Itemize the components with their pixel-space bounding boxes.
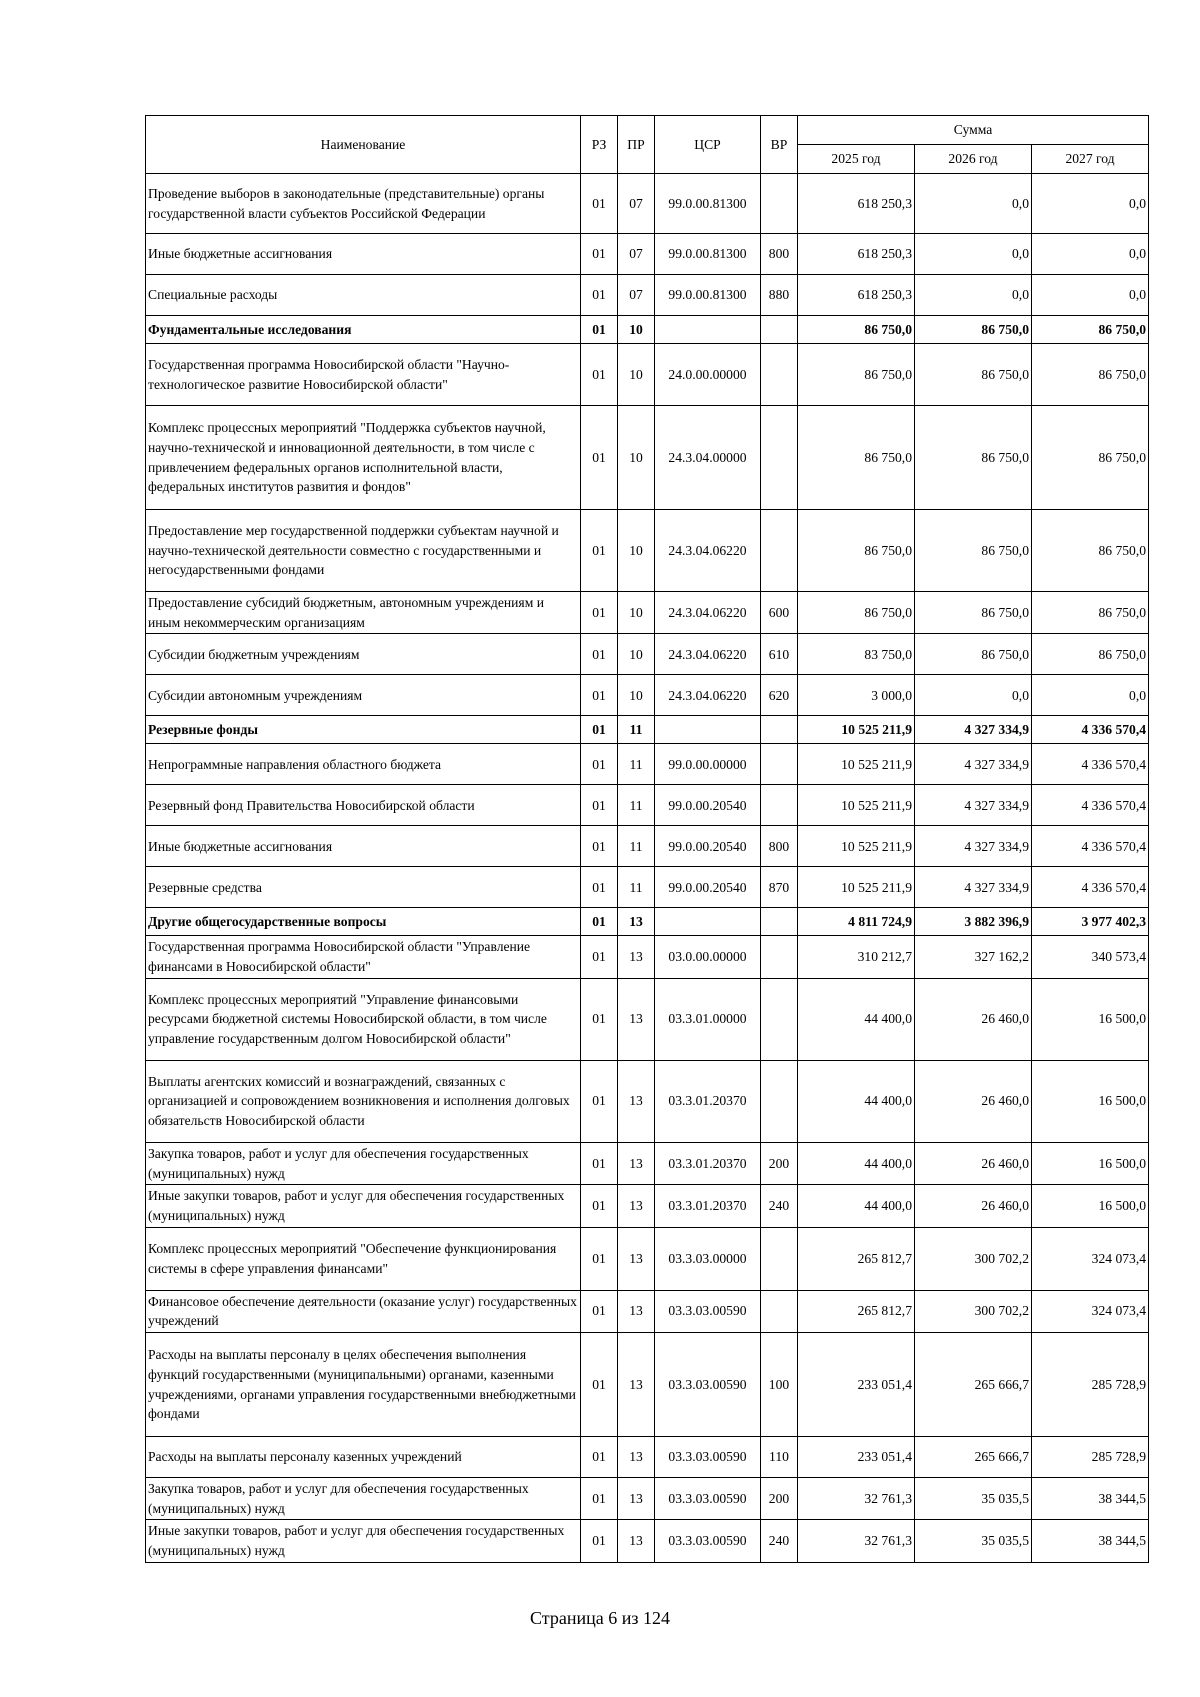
cell-sum-2025: 44 400,0 [798,1060,915,1142]
cell-sum-2026: 86 750,0 [915,592,1032,634]
cell-sum-2027: 324 073,4 [1032,1227,1149,1290]
cell-sum-2025: 44 400,0 [798,1142,915,1184]
cell-sum-2027: 86 750,0 [1032,406,1149,510]
table-row [146,675,1149,716]
cell-name: Иные закупки товаров, работ и услуг для обеспечения государственных (муниципальных) нужд [146,1185,581,1227]
cell-sum-2026: 0,0 [915,174,1032,234]
cell-vr [761,510,798,592]
cell-pr: 13 [618,1142,655,1184]
cell-name: Расходы на выплаты персоналу казенных учреждений [146,1437,581,1478]
cell-sum-2026: 86 750,0 [915,316,1032,344]
cell-vr [761,316,798,344]
cell-sum-2027: 86 750,0 [1032,316,1149,344]
cell-sum-2027: 0,0 [1032,174,1149,234]
cell-sum-2027: 285 728,9 [1032,1437,1149,1478]
cell-name: Иные бюджетные ассигнования [146,234,581,275]
cell-sum-2025: 618 250,3 [798,174,915,234]
cell-csr: 99.0.00.20540 [655,826,761,867]
cell-rz: 01 [581,344,618,406]
cell-vr: 800 [761,826,798,867]
cell-csr: 03.3.03.00590 [655,1520,761,1562]
table-row [146,908,1149,936]
cell-name: Специальные расходы [146,275,581,316]
cell-vr: 610 [761,634,798,675]
table-row [146,744,1149,785]
table-row [146,1227,1149,1290]
cell-sum-2026: 26 460,0 [915,1185,1032,1227]
cell-pr: 13 [618,1437,655,1478]
cell-sum-2027: 0,0 [1032,675,1149,716]
cell-sum-2026: 4 327 334,9 [915,744,1032,785]
cell-rz: 01 [581,867,618,908]
cell-pr: 10 [618,634,655,675]
cell-rz: 01 [581,1478,618,1520]
cell-rz: 01 [581,1227,618,1290]
cell-sum-2025: 310 212,7 [798,936,915,978]
cell-csr: 24.3.04.06220 [655,510,761,592]
cell-pr: 07 [618,234,655,275]
cell-csr [655,316,761,344]
cell-pr: 11 [618,826,655,867]
cell-name: Другие общегосударственные вопросы [146,908,581,936]
cell-sum-2025: 44 400,0 [798,1185,915,1227]
cell-rz: 01 [581,744,618,785]
cell-sum-2025: 233 051,4 [798,1333,915,1437]
table-row [146,1437,1149,1478]
cell-csr [655,908,761,936]
cell-csr: 03.3.03.00590 [655,1478,761,1520]
cell-vr [761,406,798,510]
cell-pr: 13 [618,1185,655,1227]
cell-sum-2027: 16 500,0 [1032,978,1149,1060]
cell-sum-2027: 324 073,4 [1032,1290,1149,1332]
table-row [146,344,1149,406]
cell-pr: 13 [618,1290,655,1332]
cell-sum-2026: 4 327 334,9 [915,826,1032,867]
cell-rz: 01 [581,1520,618,1562]
cell-vr [761,744,798,785]
budget-table [145,115,1149,1563]
cell-name: Субсидии бюджетным учреждениям [146,634,581,675]
cell-pr: 11 [618,716,655,744]
table-row [146,1060,1149,1142]
cell-sum-2025: 10 525 211,9 [798,867,915,908]
table-row [146,1185,1149,1227]
cell-csr: 24.3.04.06220 [655,675,761,716]
cell-csr: 99.0.00.81300 [655,174,761,234]
cell-sum-2027: 16 500,0 [1032,1060,1149,1142]
cell-sum-2026: 3 882 396,9 [915,908,1032,936]
cell-name: Комплекс процессных мероприятий "Управление финансовыми ресурсами бюджетной системы Новосибирской области, в том числе управление государственным долгом Новосибирской области" [146,978,581,1060]
table-row [146,785,1149,826]
cell-sum-2025: 10 525 211,9 [798,785,915,826]
cell-name: Непрограммные направления областного бюджета [146,744,581,785]
cell-csr: 03.3.01.20370 [655,1060,761,1142]
cell-pr: 13 [618,978,655,1060]
cell-sum-2027: 86 750,0 [1032,634,1149,675]
cell-name: Иные закупки товаров, работ и услуг для обеспечения государственных (муниципальных) нужд [146,1520,581,1562]
cell-rz: 01 [581,675,618,716]
cell-sum-2027: 4 336 570,4 [1032,716,1149,744]
cell-vr [761,1290,798,1332]
cell-sum-2026: 4 327 334,9 [915,867,1032,908]
cell-csr: 99.0.00.81300 [655,275,761,316]
cell-vr [761,1227,798,1290]
cell-sum-2027: 0,0 [1032,234,1149,275]
table-row [146,174,1149,234]
cell-rz: 01 [581,316,618,344]
cell-vr [761,344,798,406]
cell-pr: 10 [618,592,655,634]
cell-csr: 99.0.00.00000 [655,744,761,785]
cell-sum-2025: 86 750,0 [798,406,915,510]
cell-sum-2026: 86 750,0 [915,406,1032,510]
cell-sum-2025: 86 750,0 [798,316,915,344]
cell-sum-2026: 26 460,0 [915,1060,1032,1142]
cell-csr: 03.3.03.00000 [655,1227,761,1290]
cell-sum-2027: 340 573,4 [1032,936,1149,978]
cell-name: Расходы на выплаты персоналу в целях обеспечения выполнения функций государственными (муниципальными) органами, казенными учреждениями, органами управления государственными внебюджетными фондами [146,1333,581,1437]
cell-pr: 13 [618,908,655,936]
cell-csr: 03.3.01.00000 [655,978,761,1060]
cell-sum-2025: 618 250,3 [798,234,915,275]
table-row [146,406,1149,510]
cell-vr [761,785,798,826]
cell-sum-2025: 32 761,3 [798,1478,915,1520]
cell-name: Комплекс процессных мероприятий "Обеспечение функционирования системы в сфере управления финансами" [146,1227,581,1290]
cell-vr: 240 [761,1520,798,1562]
cell-name: Закупка товаров, работ и услуг для обеспечения государственных (муниципальных) нужд [146,1478,581,1520]
cell-rz: 01 [581,406,618,510]
cell-rz: 01 [581,275,618,316]
cell-sum-2027: 16 500,0 [1032,1185,1149,1227]
cell-name: Резервный фонд Правительства Новосибирской области [146,785,581,826]
cell-rz: 01 [581,1333,618,1437]
cell-rz: 01 [581,716,618,744]
cell-rz: 01 [581,510,618,592]
cell-sum-2027: 86 750,0 [1032,592,1149,634]
cell-sum-2027: 4 336 570,4 [1032,826,1149,867]
cell-csr [655,716,761,744]
cell-sum-2027: 86 750,0 [1032,344,1149,406]
cell-csr: 03.3.03.00590 [655,1437,761,1478]
cell-sum-2025: 233 051,4 [798,1437,915,1478]
cell-vr: 240 [761,1185,798,1227]
page-number: Страница 6 из 124 [530,1608,670,1628]
cell-sum-2026: 0,0 [915,234,1032,275]
cell-rz: 01 [581,174,618,234]
cell-sum-2025: 86 750,0 [798,510,915,592]
cell-name: Выплаты агентских комиссий и вознаграждений, связанных с организацией и сопровождением возникновения и исполнения долговых обязательств Новосибирской области [146,1060,581,1142]
cell-sum-2026: 4 327 334,9 [915,716,1032,744]
table-row [146,826,1149,867]
table-header [146,116,1149,174]
cell-csr: 03.3.01.20370 [655,1185,761,1227]
cell-name: Резервные средства [146,867,581,908]
cell-pr: 10 [618,406,655,510]
cell-sum-2026: 26 460,0 [915,1142,1032,1184]
cell-vr: 600 [761,592,798,634]
table-row [146,867,1149,908]
cell-csr: 24.3.04.06220 [655,592,761,634]
cell-sum-2026: 26 460,0 [915,978,1032,1060]
cell-sum-2025: 10 525 211,9 [798,826,915,867]
cell-csr: 24.0.00.00000 [655,344,761,406]
cell-rz: 01 [581,936,618,978]
cell-sum-2027: 16 500,0 [1032,1142,1149,1184]
table-row [146,936,1149,978]
cell-sum-2027: 4 336 570,4 [1032,744,1149,785]
cell-vr: 620 [761,675,798,716]
cell-sum-2026: 300 702,2 [915,1227,1032,1290]
cell-sum-2025: 265 812,7 [798,1227,915,1290]
cell-name: Субсидии автономным учреждениям [146,675,581,716]
cell-sum-2027: 4 336 570,4 [1032,785,1149,826]
header-year-2026: 2026 год [915,145,1032,174]
cell-vr: 870 [761,867,798,908]
cell-name: Государственная программа Новосибирской области "Управление финансами в Новосибирской области" [146,936,581,978]
cell-pr: 07 [618,174,655,234]
cell-pr: 10 [618,510,655,592]
cell-sum-2025: 32 761,3 [798,1520,915,1562]
cell-sum-2026: 86 750,0 [915,634,1032,675]
table-row [146,978,1149,1060]
table-row [146,1333,1149,1437]
cell-vr: 200 [761,1142,798,1184]
cell-vr: 110 [761,1437,798,1478]
table-row [146,316,1149,344]
cell-rz: 01 [581,1185,618,1227]
cell-sum-2025: 86 750,0 [798,592,915,634]
cell-rz: 01 [581,1290,618,1332]
table-body [146,174,1149,1563]
cell-csr: 24.3.04.00000 [655,406,761,510]
cell-name: Предоставление субсидий бюджетным, автономным учреждениям и иным некоммерческим организациям [146,592,581,634]
cell-vr: 100 [761,1333,798,1437]
table-row [146,1142,1149,1184]
cell-sum-2026: 86 750,0 [915,510,1032,592]
table-row [146,510,1149,592]
cell-sum-2025: 83 750,0 [798,634,915,675]
cell-pr: 10 [618,316,655,344]
cell-name: Проведение выборов в законодательные (представительные) органы государственной власти субъектов Российской Федерации [146,174,581,234]
cell-sum-2027: 38 344,5 [1032,1478,1149,1520]
cell-pr: 10 [618,344,655,406]
cell-csr: 03.3.01.20370 [655,1142,761,1184]
header-year-2027: 2027 год [1032,145,1149,174]
header-rz: РЗ [581,116,618,174]
cell-rz: 01 [581,1437,618,1478]
cell-vr [761,716,798,744]
cell-name: Фундаментальные исследования [146,316,581,344]
cell-csr: 24.3.04.06220 [655,634,761,675]
cell-sum-2026: 0,0 [915,675,1032,716]
cell-name: Предоставление мер государственной поддержки субъектам научной и научно-технической деятельности совместно с государственными и негосударственными фондами [146,510,581,592]
header-year-2025: 2025 год [798,145,915,174]
cell-rz: 01 [581,908,618,936]
cell-sum-2027: 86 750,0 [1032,510,1149,592]
cell-csr: 99.0.00.20540 [655,785,761,826]
cell-sum-2026: 35 035,5 [915,1520,1032,1562]
cell-rz: 01 [581,234,618,275]
table-row [146,1290,1149,1332]
cell-sum-2027: 0,0 [1032,275,1149,316]
table-row [146,1478,1149,1520]
table-row [146,234,1149,275]
header-sum: Сумма [798,116,1149,145]
header-vr: ВР [761,116,798,174]
cell-rz: 01 [581,592,618,634]
cell-sum-2027: 285 728,9 [1032,1333,1149,1437]
cell-rz: 01 [581,1142,618,1184]
cell-sum-2027: 3 977 402,3 [1032,908,1149,936]
cell-vr [761,174,798,234]
cell-sum-2026: 0,0 [915,275,1032,316]
cell-name: Финансовое обеспечение деятельности (оказание услуг) государственных учреждений [146,1290,581,1332]
table-row [146,1520,1149,1562]
cell-sum-2025: 10 525 211,9 [798,716,915,744]
table-row [146,716,1149,744]
cell-rz: 01 [581,1060,618,1142]
cell-vr: 800 [761,234,798,275]
cell-sum-2026: 4 327 334,9 [915,785,1032,826]
cell-name: Государственная программа Новосибирской области "Научно-технологическое развитие Новосибирской области" [146,344,581,406]
cell-pr: 13 [618,1478,655,1520]
table-row [146,275,1149,316]
cell-sum-2026: 327 162,2 [915,936,1032,978]
cell-csr: 03.0.00.00000 [655,936,761,978]
cell-sum-2025: 10 525 211,9 [798,744,915,785]
cell-sum-2025: 86 750,0 [798,344,915,406]
cell-sum-2027: 4 336 570,4 [1032,867,1149,908]
cell-csr: 03.3.03.00590 [655,1290,761,1332]
cell-sum-2025: 265 812,7 [798,1290,915,1332]
cell-name: Резервные фонды [146,716,581,744]
cell-name: Иные бюджетные ассигнования [146,826,581,867]
cell-rz: 01 [581,978,618,1060]
cell-pr: 13 [618,936,655,978]
cell-pr: 13 [618,1227,655,1290]
cell-sum-2025: 4 811 724,9 [798,908,915,936]
cell-csr: 99.0.00.81300 [655,234,761,275]
cell-sum-2027: 38 344,5 [1032,1520,1149,1562]
cell-sum-2026: 265 666,7 [915,1333,1032,1437]
cell-sum-2026: 300 702,2 [915,1290,1032,1332]
cell-name: Закупка товаров, работ и услуг для обеспечения государственных (муниципальных) нужд [146,1142,581,1184]
cell-vr [761,978,798,1060]
cell-name: Комплекс процессных мероприятий "Поддержка субъектов научной, научно-технической и инновационной деятельности, в том числе с привлечением федеральных органов исполнительной власти, федеральных институтов развития и фондов" [146,406,581,510]
header-name: Наименование [146,116,581,174]
cell-vr [761,936,798,978]
cell-sum-2026: 35 035,5 [915,1478,1032,1520]
cell-vr: 880 [761,275,798,316]
cell-pr: 11 [618,744,655,785]
table-row [146,634,1149,675]
cell-pr: 11 [618,867,655,908]
cell-rz: 01 [581,634,618,675]
cell-pr: 11 [618,785,655,826]
cell-sum-2025: 44 400,0 [798,978,915,1060]
cell-pr: 10 [618,675,655,716]
cell-sum-2026: 265 666,7 [915,1437,1032,1478]
cell-pr: 13 [618,1333,655,1437]
cell-sum-2026: 86 750,0 [915,344,1032,406]
table-row [146,592,1149,634]
header-pr: ПР [618,116,655,174]
cell-vr [761,1060,798,1142]
header-csr: ЦСР [655,116,761,174]
cell-csr: 03.3.03.00590 [655,1333,761,1437]
cell-rz: 01 [581,785,618,826]
cell-vr: 200 [761,1478,798,1520]
cell-sum-2025: 3 000,0 [798,675,915,716]
cell-csr: 99.0.00.20540 [655,867,761,908]
cell-rz: 01 [581,826,618,867]
cell-sum-2025: 618 250,3 [798,275,915,316]
cell-vr [761,908,798,936]
cell-pr: 13 [618,1060,655,1142]
cell-pr: 07 [618,275,655,316]
cell-pr: 13 [618,1520,655,1562]
